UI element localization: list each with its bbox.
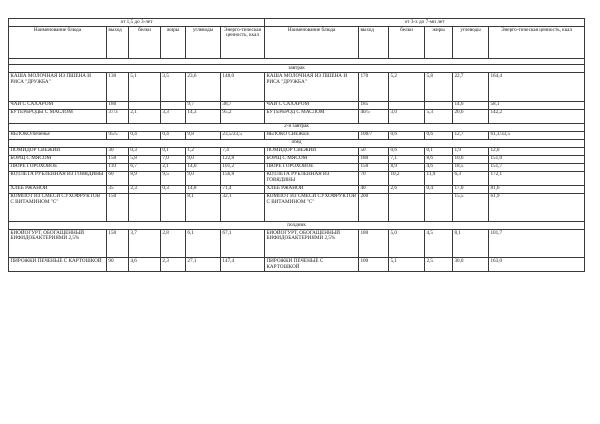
carbs: 9,0 [186,155,221,163]
dish-name: ХЛЕБ РЖАНОЙ [9,185,107,193]
carbs: 14,0 [186,163,221,171]
fat: 0,1 [161,147,186,155]
energy: 81,6 [489,185,585,193]
portion: 200 [359,193,389,221]
protein [129,101,161,109]
dish-name: КОТЛЕТА РУБЛЕННАЯ ИЗ ГОВЯДИНЫ [9,171,107,185]
energy: 61,1/33,5 [489,131,585,139]
energy: 71,4 [221,185,265,193]
energy: 32,1 [221,193,265,221]
energy: 23,5/23,5 [221,131,265,139]
portion: 185 [359,101,389,109]
table-row [9,185,585,193]
energy: 147,4 [221,258,265,272]
fat [161,193,186,221]
carbs: 20,6 [453,109,489,123]
carbs: 15,5 [453,193,489,221]
portion: 150 [107,193,129,221]
dish-name: ХЛЕБ РЖАНОЙ [265,185,359,193]
fat: 3,5 [161,73,186,101]
carbs: 1,9 [453,147,489,155]
protein: 10,2 [389,171,425,185]
energy: 148,0 [221,73,265,101]
portion: 35 [107,185,129,193]
col-header-dish: Наименование блюда [9,26,107,58]
carbs: 9,0 [186,171,221,185]
dish-name: ПИРОЖКИ ПЕЧЕНЫЕ С КАРТОШКОЙ [265,258,359,272]
portion: 100 [359,258,389,272]
protein: 7,1 [389,155,425,163]
carbs: 22,7 [453,73,489,101]
energy: 151,0 [489,155,585,163]
col-header-energy: Энерго-тическая ценность, ккал [221,26,265,58]
section-header-second-breakfast [9,123,585,131]
dish-name: КАША МОЛОЧНАЯ ИЗ ПШЕНА И РИСА "ДРУЖБА" [9,73,107,101]
dish-name: ЯБЛОКО/печенье [9,131,107,139]
dish-name: БИОЙОГУРТ, ОБОГАЩЕННЫЙ БИФИДОБАКТЕРИЯМИ 2,5% [9,229,107,257]
section-title: обед [9,139,585,147]
table-row [9,155,585,163]
carbs: 1,2 [186,147,221,155]
fat: 0,4 [425,185,453,193]
carbs: 14,6 [453,101,489,109]
table-row [9,171,585,185]
protein: 5,0 [389,229,425,257]
protein: 0,4 [129,131,161,139]
section-header-snack [9,221,585,229]
fat: 4,5 [425,229,453,257]
portion: 170 [359,73,389,101]
protein: 2,1 [129,109,161,123]
portion: 30 [107,147,129,155]
fat: 9,5 [161,171,186,185]
energy: 95,2 [221,109,265,123]
dish-name: БОРЩ С МЯСОМ [265,155,359,163]
dish-name: БУТЕРБРОДЫ С МАСЛОМ [9,109,107,123]
dish-name: ЧАЙ С САХАРОМ [9,101,107,109]
table-row [9,131,585,139]
energy: 12,0 [489,147,585,155]
energy: 172,1 [489,171,585,185]
carbs: 23,6 [186,73,221,101]
carbs: 12,7 [453,131,489,139]
carbs: 9,7 [186,101,221,109]
table-row [9,163,585,171]
energy: 7,4 [221,147,265,155]
portion: 37/3 [107,109,129,123]
energy: 101,2 [221,163,265,171]
dish-name: КОМПОТ ИЗ СМЕСИ СУХОФРУКТОВ С ВИТАМИНОМ "С" [9,193,107,221]
column-header-row [9,26,585,58]
portion: 60 [107,171,129,185]
fat: 4,6 [425,163,453,171]
energy: 156,8 [221,171,265,185]
energy: 163,0 [489,258,585,272]
energy: 122,8 [221,155,265,163]
fat: 5,8 [425,73,453,101]
portion: 150 [107,229,129,257]
dish-name: ПЮРЕ ГОРОХОВОЕ [9,163,107,171]
fat: 2,8 [161,229,186,257]
protein: 5,1 [129,73,161,101]
menu-table [8,18,585,272]
protein: 0,6 [389,147,425,155]
col-header-protein: белки [389,26,425,58]
portion: 95/5 [107,131,129,139]
dish-name: ЯБЛОКО СВЕЖЕЕ [265,131,359,139]
carbs: 18,5 [453,163,489,171]
col-header-portion: выход [359,26,389,58]
table-row [9,258,585,272]
fat [161,101,186,109]
fat: 2,5 [425,258,453,272]
portion: 130 [107,73,129,101]
col-header-fat: жиры [425,26,453,58]
fat: 0,6 [425,131,453,139]
portion: 110 [107,163,129,171]
fat: 0,4 [161,131,186,139]
protein [389,101,425,109]
col-header-fat: жиры [161,26,186,58]
section-header-lunch [9,139,585,147]
portion: 100/7 [359,131,389,139]
table-row [9,147,585,155]
protein: 2,6 [389,185,425,193]
protein: 6,7 [129,163,161,171]
protein: 5,2 [389,73,425,101]
dish-name: ПОМИДОР СВЕЖИЙ [9,147,107,155]
energy: 67,1 [221,229,265,257]
carbs: 8,1 [453,229,489,257]
fat [425,193,453,221]
portion: 150 [359,163,389,171]
col-header-carbs: углеводы [453,26,489,58]
energy: 101,7 [489,229,585,257]
protein: 8,9 [129,171,161,185]
fat: 0,1 [425,147,453,155]
age-group-left: от 1,5 до 3-лет [9,19,265,27]
table-row [9,193,585,221]
fat: 11,9 [425,171,453,185]
protein: 8,9 [389,163,425,171]
portion: 40 [359,185,389,193]
fat: 3,3 [161,109,186,123]
table-row [9,109,585,123]
dish-name: КАША МОЛОЧНАЯ ИЗ ПШЕНА И РИСА "ДРУЖБА" [265,73,359,101]
section-title: 2-й завтрак [9,123,585,131]
col-header-energy: Энерго-тическая ценность, ккал [489,26,585,58]
table-row [9,73,585,101]
energy: 164,4 [489,73,585,101]
protein: 3,0 [389,109,425,123]
dish-name: БУТЕРБРОД С МАСЛОМ [265,109,359,123]
portion: 70 [359,171,389,185]
fat: 2,1 [161,163,186,171]
carbs: 27,1 [186,258,221,272]
carbs: 9,8 [186,131,221,139]
col-header-protein: белки [129,26,161,58]
portion: 180 [359,155,389,163]
protein: 5,1 [389,258,425,272]
carbs: 14,3 [186,109,221,123]
table-row [9,101,585,109]
protein [389,193,425,221]
dish-name: ПИРОЖКИ ПЕЧЕНЫЕ С КАРТОШКОЙ [9,258,107,272]
dish-name: КОМПОТ ИЗ СМЕСИ СУХОФРУКТОВ С ВИТАМИНОМ "С" [265,193,359,221]
protein: 4,6 [129,258,161,272]
col-header-dish: Наименование блюда [265,26,359,58]
dish-name: ПОМИДОР СВЕЖИЙ [265,147,359,155]
section-header-breakfast [9,65,585,73]
energy: 58,1 [489,101,585,109]
carbs: 10,6 [453,155,489,163]
protein [129,193,161,221]
age-group-right: от 3-х до 7-ми лет [265,19,585,27]
portion: 50 [359,147,389,155]
carbs: 30,0 [453,258,489,272]
carbs: 8,1 [186,193,221,221]
fat: 5,3 [425,109,453,123]
age-group-row [9,19,585,27]
fat [425,101,453,109]
dish-name: КОТЛЕТА РУБЛЕННАЯ ИЗ ГОВЯДИНЫ [265,171,359,185]
col-header-carbs: углеводы [186,26,221,58]
table-row [9,229,585,257]
portion: 40/5 [359,109,389,123]
energy: 151,7 [489,163,585,171]
fat: 7,0 [161,155,186,163]
fat: 0,3 [161,185,186,193]
section-title: завтрак [9,65,585,73]
carbs: 6,1 [186,229,221,257]
protein: 5,8 [129,155,161,163]
fat: 8,6 [425,155,453,163]
fat: 2,3 [161,258,186,272]
dish-name: БИОЙОГУРТ, ОБОГАЩЕННЫЙ БИФИДОБАКТЕРИЯМИ 2,5% [265,229,359,257]
portion: 90 [107,258,129,272]
protein: 0,6 [389,131,425,139]
portion: 180 [107,101,129,109]
menu-page [8,18,584,272]
carbs: 17,0 [453,185,489,193]
carbs: 14,8 [186,185,221,193]
dish-name: БОРЩ С МЯСОМ [9,155,107,163]
protein: 0,3 [129,147,161,155]
portion: 180 [359,229,389,257]
energy: 142,2 [489,109,585,123]
portion: 150 [107,155,129,163]
dish-name: ЧАЙ С САХАРОМ [265,101,359,109]
col-header-portion: выход [107,26,129,58]
energy: 61,9 [489,193,585,221]
carbs: 6,3 [453,171,489,185]
protein: 2,3 [129,185,161,193]
energy: 38,7 [221,101,265,109]
section-title: полдник [9,221,585,229]
dish-name: ПЮРЕ ГОРОХОВОЕ [265,163,359,171]
protein: 3,7 [129,229,161,257]
